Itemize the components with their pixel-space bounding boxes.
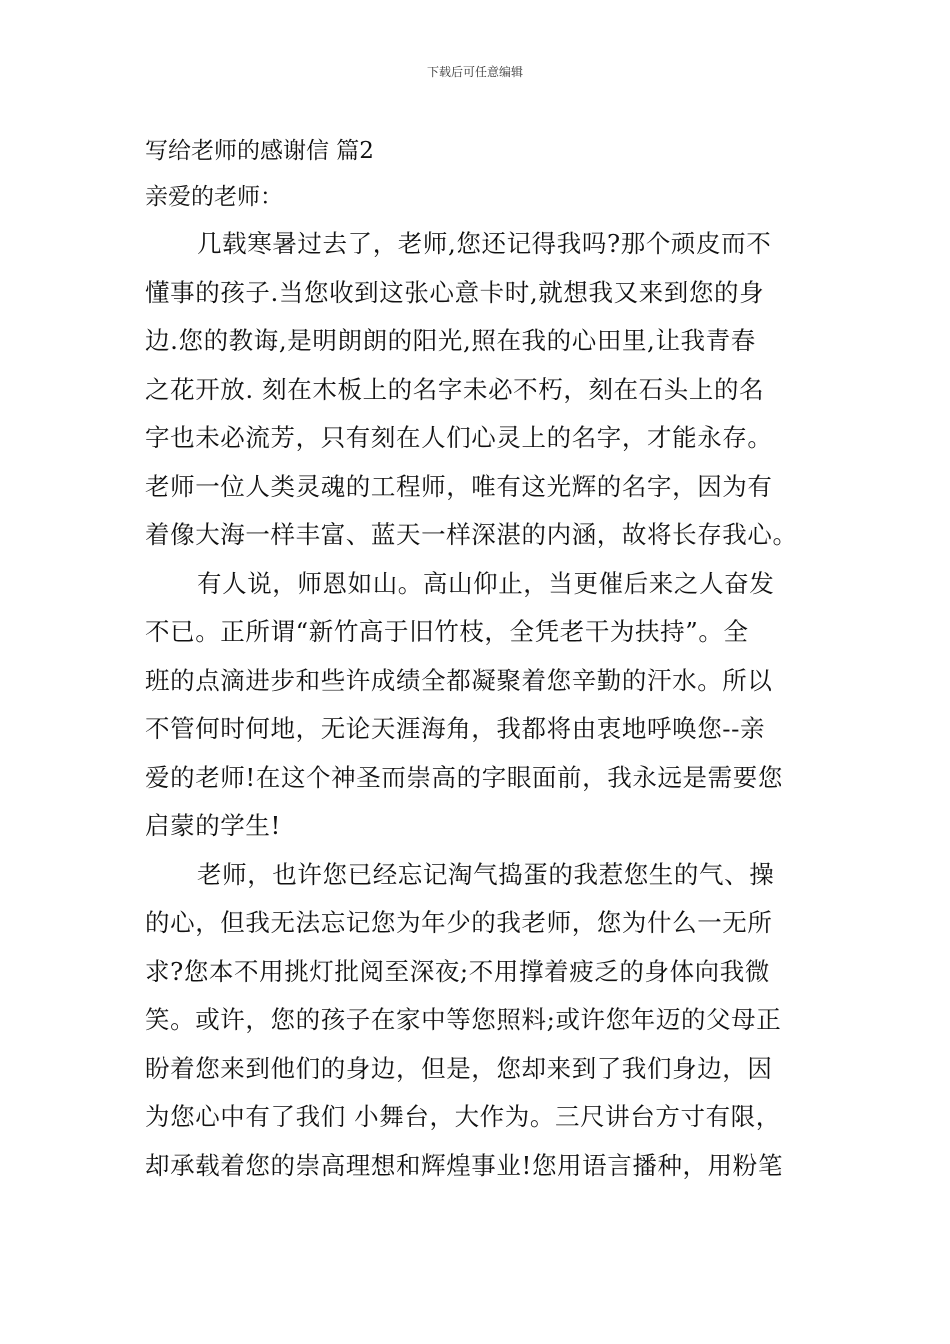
paragraph-line: 几载寒暑过去了，老师,您还记得我吗?那个顽皮而不 (197, 229, 772, 258)
paragraph-line: 班的点滴进步和些许成绩全都凝聚着您辛勤的汗水。所以 (145, 665, 773, 695)
paragraph-line: 懂事的孩子.当您收到这张心意卡时,就想我又来到您的身 (145, 277, 765, 307)
paragraph-line: 不已。正所谓“新竹高于旧竹枝，全凭老干为扶持”。全 (145, 617, 749, 646)
paragraph-line: 之花开放. 刻在木板上的名字未必不朽，刻在石头上的名 (145, 374, 765, 404)
paragraph-line: 启蒙的学生! (145, 811, 281, 840)
document-body (145, 128, 807, 1190)
paragraph-1 (145, 220, 807, 560)
paragraph-line: 爱的老师!在这个神圣而崇高的字眼面前，我永远是需要您 (145, 762, 783, 792)
paragraph-line: 笑。或许，您的孩子在家中等您照料;或许您年迈的父母正 (145, 1005, 782, 1034)
paragraph-line: 着像大海一样丰富、蓝天一样深湛的内涵，故将长存我心。 (145, 520, 798, 549)
paragraph-line: 不管何时何地，无论天涯海角，我都将由衷地呼唤您--亲 (145, 714, 766, 743)
paragraph-line: 求?您本不用挑灯批阅至深夜;不用撑着疲乏的身体向我微 (145, 956, 770, 986)
paragraph-line: 老师，也许您已经忘记淘气捣蛋的我惹您生的气、操 (197, 859, 775, 889)
paragraph-line: 盼着您来到他们的身边，但是，您却来到了我们身边，因 (145, 1053, 773, 1083)
paragraph-line: 为您心中有了我们 小舞台，大作为。三尺讲台方寸有限， (145, 1102, 781, 1131)
paragraph-line: 边.您的教诲,是明朗朗的阳光,照在我的心田里,让我青春 (145, 326, 756, 355)
salutation: 亲爱的老师： (145, 184, 283, 210)
paragraph-line: 的心，但我无法忘记您为年少的我老师，您为什么一无所 (145, 908, 773, 937)
paragraph-line: 字也未必流芳，只有刻在人们心灵上的名字，才能永存。 (145, 423, 773, 452)
page-header-note: 下载后可任意编辑 (426, 65, 523, 79)
paragraph-line: 却承载着您的崇高理想和辉煌事业!您用语言播种，用粉笔 (145, 1150, 783, 1180)
document-title: 写给老师的感谢信 篇2 (145, 138, 374, 164)
paragraph-2 (145, 560, 807, 851)
paragraph-line: 老师一位人类灵魂的工程师，唯有这光辉的名字，因为有 (145, 471, 773, 501)
paragraph-line: 有人说，师恩如山。高山仰止，当更催后来之人奋发 (197, 568, 775, 598)
paragraph-3 (145, 851, 807, 1191)
